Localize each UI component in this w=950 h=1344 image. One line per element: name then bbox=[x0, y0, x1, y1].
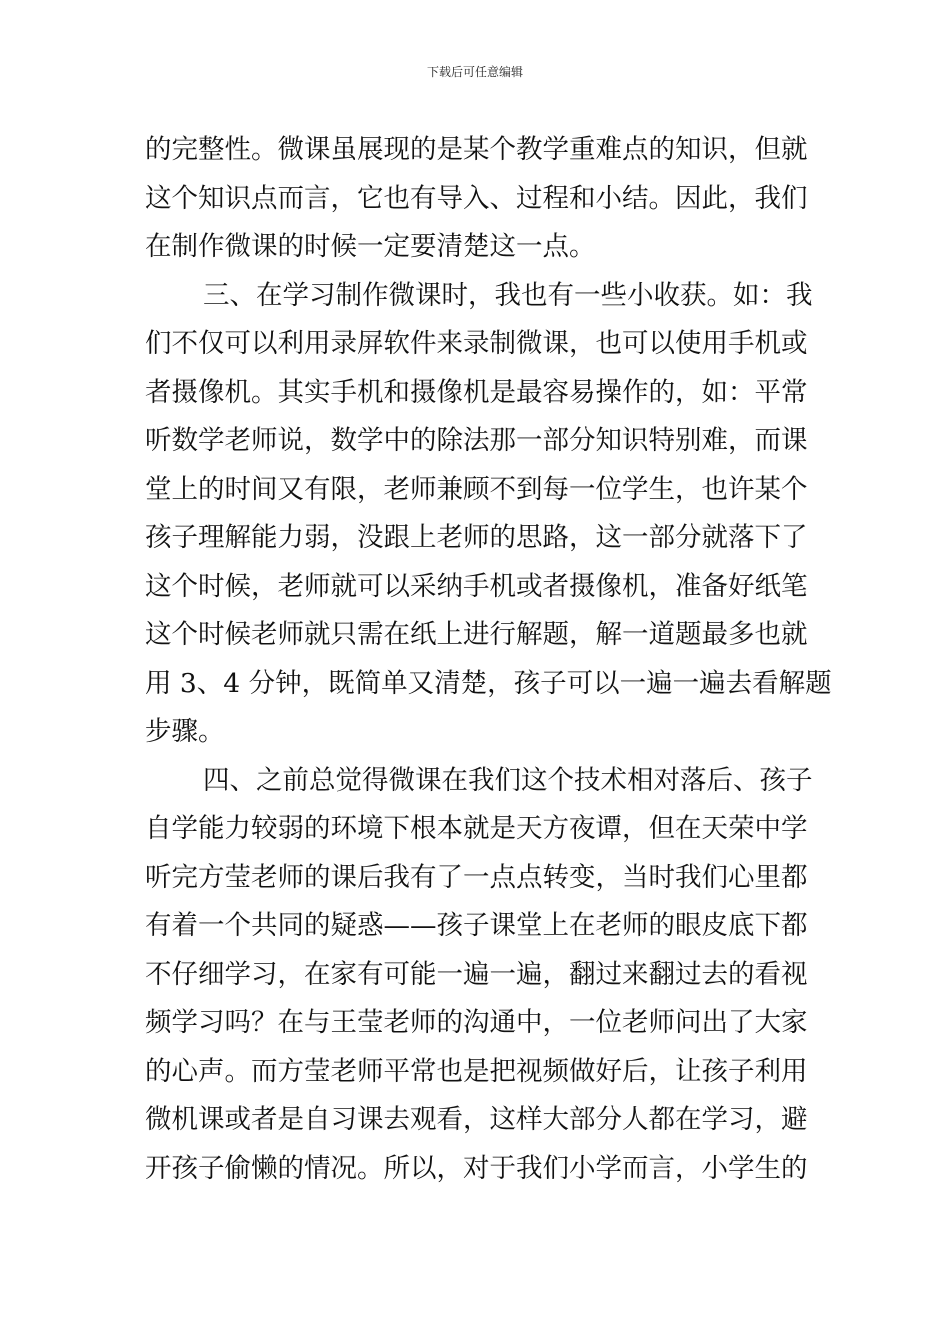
page-header: 下载后可任意编辑 bbox=[426, 65, 523, 79]
text-line: 听完方莹老师的课后我有了一点点转变，当时我们心里都 bbox=[145, 861, 808, 893]
text-line: 孩子理解能力弱，没跟上老师的思路，这一部分就落下了 bbox=[145, 522, 808, 553]
text-line: 者摄像机。其实手机和摄像机是最容易操作的，如：平常 bbox=[145, 376, 808, 408]
paragraph-first-line: 三、在学习制作微课时，我也有一些小收获。如：我 bbox=[203, 279, 813, 311]
text-line: 自学能力较弱的环境下根本就是天方夜谭，但在天荣中学 bbox=[145, 813, 808, 844]
text-line: 的心声。而方莹老师平常也是把视频做好后，让孩子利用 bbox=[145, 1055, 808, 1087]
text-line: 们不仅可以利用录屏软件来录制微课，也可以使用手机或 bbox=[145, 328, 808, 359]
text-line: 堂上的时间又有限，老师兼顾不到每一位学生，也许某个 bbox=[145, 473, 808, 505]
text-line: 的完整性。微课虽展现的是某个教学重难点的知识，但就 bbox=[145, 134, 808, 165]
text-line: 这个时候老师就只需在纸上进行解题，解一道题最多也就 bbox=[145, 619, 808, 650]
paragraph-first-line: 四、之前总觉得微课在我们这个技术相对落后、孩子 bbox=[203, 764, 813, 796]
text-line: 开孩子偷懒的情况。所以，对于我们小学而言，小学生的 bbox=[145, 1152, 808, 1184]
text-line: 用 3、4 分钟，既简单又清楚，孩子可以一遍一遍去看解题 bbox=[145, 667, 832, 699]
text-line: 在制作微课的时候一定要清楚这一点。 bbox=[145, 231, 596, 262]
text-line: 听数学老师说，数学中的除法那一部分知识特别难，而课 bbox=[145, 425, 808, 456]
text-line: 这个知识点而言，它也有导入、过程和小结。因此，我们 bbox=[145, 182, 808, 214]
text-line: 这个时候，老师就可以采纳手机或者摄像机，准备好纸笔 bbox=[145, 570, 808, 602]
text-line: 频学习吗？在与王莹老师的沟通中，一位老师问出了大家 bbox=[145, 1007, 808, 1038]
text-line: 步骤。 bbox=[145, 716, 225, 747]
text-line: 微机课或者是自习课去观看，这样大部分人都在学习，避 bbox=[145, 1104, 808, 1135]
text-line: 不仔细学习，在家有可能一遍一遍，翻过来翻过去的看视 bbox=[145, 958, 808, 990]
text-line: 有着一个共同的疑惑——孩子课堂上在老师的眼皮底下都 bbox=[145, 910, 808, 941]
document-body bbox=[145, 126, 832, 1193]
